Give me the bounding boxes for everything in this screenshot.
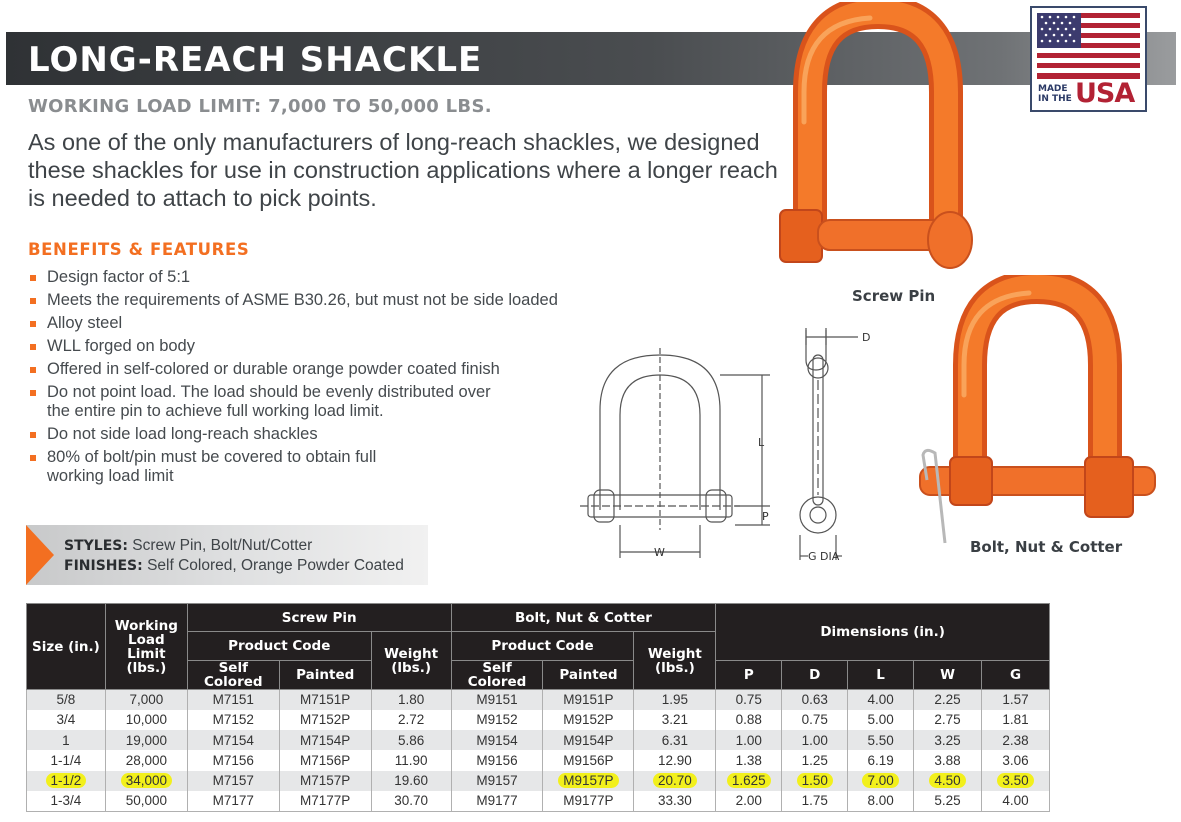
header-wll: Working Load Limit (lbs.) <box>105 604 187 690</box>
table-cell <box>279 710 371 730</box>
styles-value: Screw Pin, Bolt/Nut/Cotter <box>132 537 313 554</box>
cell-value: M7151P <box>300 692 351 708</box>
title-bar <box>6 32 1176 85</box>
cell-value: 1-3/4 <box>50 793 82 809</box>
cell-value: 2.72 <box>397 712 425 728</box>
table-cell <box>451 690 543 710</box>
header-product-code: Product Code <box>187 632 371 661</box>
dimension-diagram <box>580 320 880 570</box>
screw-pin-label: Screw Pin <box>852 287 936 305</box>
cell-value: 11.90 <box>394 753 428 769</box>
dim-label-l: L <box>758 436 765 449</box>
table-cell <box>782 710 848 730</box>
table-cell <box>914 710 982 730</box>
table-cell <box>27 690 106 710</box>
table-cell <box>279 690 371 710</box>
header-product-code: Product Code <box>451 632 634 661</box>
table-cell <box>782 771 848 791</box>
cell-value: 2.75 <box>934 712 961 728</box>
table-cell <box>279 750 371 770</box>
table-cell <box>914 750 982 770</box>
benefit-item: Do not point load. The load should be evenly distributed over the entire pin to achieve full working load limit. <box>28 383 508 421</box>
cell-value: M9152 <box>476 712 518 728</box>
cell-value: M9177P <box>563 793 614 809</box>
cell-value: 8.00 <box>867 793 894 809</box>
table-cell <box>634 771 716 791</box>
table-cell <box>914 690 982 710</box>
table-cell <box>782 690 848 710</box>
table-row <box>27 750 1050 770</box>
cell-value: 1.38 <box>735 753 762 769</box>
table-cell <box>782 730 848 750</box>
table-cell <box>27 730 106 750</box>
header-self-colored: Self Colored <box>451 661 543 690</box>
table-cell <box>543 710 634 730</box>
cell-value: 5/8 <box>56 692 76 708</box>
cell-value: M7154 <box>212 732 254 748</box>
cell-value: 19.60 <box>394 773 428 789</box>
table-cell <box>848 791 914 811</box>
table-cell <box>187 690 279 710</box>
screw-pin-shackle-image <box>770 2 990 277</box>
cell-value: M9151P <box>563 692 614 708</box>
header-weight: Weight (lbs.) <box>371 632 451 690</box>
table-cell <box>634 791 716 811</box>
table-row <box>27 791 1050 811</box>
cell-value: M9154P <box>563 732 614 748</box>
cell-value: M7156 <box>212 753 254 769</box>
header-bolt-nut-cotter: Bolt, Nut & Cotter <box>451 604 716 632</box>
finishes-label: FINISHES: <box>64 558 143 574</box>
table-cell <box>371 750 451 770</box>
table-cell <box>848 771 914 791</box>
cell-value: 3.25 <box>934 732 961 748</box>
table-row <box>27 710 1050 730</box>
dim-label-d: D <box>862 331 871 344</box>
header-dimensions: Dimensions (in.) <box>716 604 1050 661</box>
cell-value: M9152P <box>563 712 614 728</box>
header-size: Size (in.) <box>27 604 106 690</box>
styles-finishes-text <box>64 536 404 576</box>
table-cell <box>848 750 914 770</box>
cell-value: 0.88 <box>735 712 762 728</box>
table-cell <box>105 730 187 750</box>
table-cell <box>848 690 914 710</box>
table-cell <box>27 750 106 770</box>
table-cell <box>451 710 543 730</box>
table-cell <box>914 730 982 750</box>
header-self-colored: Self Colored <box>187 661 279 690</box>
cell-value: M9154 <box>476 732 518 748</box>
cell-value: 28,000 <box>125 753 167 769</box>
table-cell <box>716 750 782 770</box>
bolt-nut-cotter-label: Bolt, Nut & Cotter <box>970 538 1123 556</box>
subtitle: WORKING LOAD LIMIT: 7,000 TO 50,000 LBS. <box>28 96 492 117</box>
cell-value: 1.75 <box>801 793 828 809</box>
cell-value: M7177P <box>300 793 351 809</box>
table-cell <box>543 791 634 811</box>
table-cell <box>914 791 982 811</box>
table-cell <box>371 710 451 730</box>
cell-value: 3.06 <box>1002 753 1029 769</box>
table-cell <box>451 730 543 750</box>
cell-value: 10,000 <box>125 712 167 728</box>
cell-value: 6.19 <box>867 753 894 769</box>
benefit-item: Design factor of 5:1 <box>28 268 628 287</box>
table-cell <box>371 791 451 811</box>
us-flag-icon <box>1037 13 1140 79</box>
intro-paragraph: As one of the only manufacturers of long-reach shackles, we designed these shackles for use in construction applications where a longer reach is needed to attach to pick points. <box>28 129 778 211</box>
cell-value: 1.95 <box>661 692 688 708</box>
cell-value: 2.00 <box>735 793 762 809</box>
table-cell <box>634 690 716 710</box>
cell-value: 34,000 <box>121 773 172 788</box>
table-cell <box>105 710 187 730</box>
cell-value: 1.00 <box>735 732 762 748</box>
cell-value: 1-1/2 <box>46 773 87 788</box>
page-title: LONG-REACH SHACKLE <box>28 40 483 80</box>
benefits-list <box>28 268 628 490</box>
cell-value: M7156P <box>300 753 351 769</box>
table-cell <box>187 710 279 730</box>
table-cell <box>105 791 187 811</box>
table-cell <box>782 791 848 811</box>
cell-value: 50,000 <box>125 793 167 809</box>
benefit-item: Meets the requirements of ASME B30.26, but must not be side loaded <box>28 291 628 310</box>
cell-value: M7177 <box>212 793 254 809</box>
table-row <box>27 730 1050 750</box>
table-cell <box>848 730 914 750</box>
cell-value: M7157 <box>212 773 254 789</box>
benefit-item: Alloy steel <box>28 314 628 333</box>
spec-table-body <box>27 690 1050 812</box>
table-cell <box>634 710 716 730</box>
usa-text: USA <box>1075 78 1135 109</box>
table-cell <box>716 690 782 710</box>
cell-value: 3.21 <box>661 712 688 728</box>
header-g: G <box>981 661 1049 690</box>
table-cell <box>451 750 543 770</box>
table-cell <box>981 730 1049 750</box>
table-cell <box>371 730 451 750</box>
cell-value: 2.25 <box>934 692 961 708</box>
cell-value: M7152P <box>300 712 351 728</box>
cell-value: 1.50 <box>797 773 833 788</box>
cell-value: 5.25 <box>934 793 961 809</box>
cell-value: 5.86 <box>397 732 425 748</box>
dim-label-p: P <box>762 510 769 523</box>
bolt-nut-cotter-shackle-image <box>915 275 1165 550</box>
table-cell <box>187 750 279 770</box>
cell-value: M9157 <box>476 773 518 789</box>
cell-value: 1.00 <box>801 732 828 748</box>
table-cell <box>451 771 543 791</box>
header-d: D <box>782 661 848 690</box>
cell-value: 20.70 <box>653 773 697 788</box>
table-cell <box>27 771 106 791</box>
cell-value: M9156 <box>476 753 518 769</box>
cell-value: 6.31 <box>661 732 688 748</box>
header-painted: Painted <box>279 661 371 690</box>
table-cell <box>279 771 371 791</box>
cell-value: 0.75 <box>735 692 762 708</box>
table-cell <box>371 690 451 710</box>
made-in-usa-badge <box>1030 6 1147 112</box>
benefit-item: WLL forged on body <box>28 337 628 356</box>
cell-value: 7,000 <box>129 692 164 708</box>
table-cell <box>981 710 1049 730</box>
cell-value: 4.00 <box>1002 793 1029 809</box>
table-row <box>27 690 1050 710</box>
cell-value: M7151 <box>212 692 254 708</box>
cell-value: 1.57 <box>1002 692 1029 708</box>
cell-value: 5.00 <box>867 712 894 728</box>
table-cell <box>451 791 543 811</box>
cell-value: 0.63 <box>801 692 828 708</box>
table-cell <box>543 750 634 770</box>
table-cell <box>981 791 1049 811</box>
cell-value: M7154P <box>300 732 351 748</box>
header-screw-pin: Screw Pin <box>187 604 451 632</box>
cell-value: 12.90 <box>657 753 692 769</box>
benefits-heading: BENEFITS & FEATURES <box>28 240 250 259</box>
cell-value: 3/4 <box>56 712 76 728</box>
cell-value: M7157P <box>300 773 351 789</box>
cell-value: 33.30 <box>657 793 692 809</box>
table-cell <box>27 791 106 811</box>
cell-value: 2.38 <box>1002 732 1029 748</box>
header-w: W <box>914 661 982 690</box>
table-cell <box>914 771 982 791</box>
header-painted: Painted <box>543 661 634 690</box>
table-cell <box>279 791 371 811</box>
benefit-item: Offered in self-colored or durable orange powder coated finish <box>28 360 628 379</box>
spec-table <box>26 603 1050 812</box>
table-cell <box>543 730 634 750</box>
cell-value: M9156P <box>563 753 614 769</box>
benefit-item: Do not side load long-reach shackles <box>28 425 628 444</box>
cell-value: 1.80 <box>397 692 425 708</box>
table-cell <box>716 710 782 730</box>
table-cell <box>848 710 914 730</box>
cell-value: 30.70 <box>394 793 428 809</box>
cell-value: 19,000 <box>125 732 167 748</box>
cell-value: 5.50 <box>867 732 894 748</box>
cell-value: M9151 <box>476 692 518 708</box>
table-cell <box>543 771 634 791</box>
orange-arrow-icon <box>26 525 54 585</box>
cell-value: M7152 <box>212 712 254 728</box>
table-cell <box>716 771 782 791</box>
table-cell <box>105 771 187 791</box>
cell-value: 4.50 <box>929 773 965 788</box>
table-cell <box>981 750 1049 770</box>
table-cell <box>981 690 1049 710</box>
cell-value: 3.88 <box>934 753 961 769</box>
cell-value: 1.81 <box>1002 712 1029 728</box>
table-cell <box>371 771 451 791</box>
dim-label-w: W <box>654 546 665 559</box>
header-weight: Weight (lbs.) <box>634 632 716 690</box>
table-cell <box>279 730 371 750</box>
cell-value: 7.00 <box>862 773 898 788</box>
cell-value: M9157P <box>558 773 618 788</box>
table-cell <box>716 730 782 750</box>
cell-value: 4.00 <box>867 692 894 708</box>
table-cell <box>543 690 634 710</box>
styles-label: STYLES: <box>64 538 128 554</box>
table-cell <box>187 771 279 791</box>
header-l: L <box>848 661 914 690</box>
table-cell <box>187 730 279 750</box>
cell-value: 1.25 <box>801 753 828 769</box>
table-cell <box>105 690 187 710</box>
table-cell <box>981 771 1049 791</box>
table-cell <box>634 750 716 770</box>
cell-value: 3.50 <box>997 773 1033 788</box>
table-cell <box>634 730 716 750</box>
table-cell <box>782 750 848 770</box>
cell-value: 0.75 <box>801 712 828 728</box>
table-cell <box>105 750 187 770</box>
table-cell <box>187 791 279 811</box>
cell-value: 1-1/4 <box>50 753 82 769</box>
made-in-text: MADE IN THE <box>1038 84 1072 104</box>
cell-value: 1.625 <box>727 773 771 788</box>
header-p: P <box>716 661 782 690</box>
dim-label-g: G DIA <box>808 550 840 563</box>
table-cell <box>27 710 106 730</box>
finishes-value: Self Colored, Orange Powder Coated <box>147 557 404 574</box>
cell-value: 1 <box>62 732 70 748</box>
table-row <box>27 771 1050 791</box>
benefit-item: 80% of bolt/pin must be covered to obtain full working load limit <box>28 448 398 486</box>
cell-value: M9177 <box>476 793 518 809</box>
table-cell <box>716 791 782 811</box>
